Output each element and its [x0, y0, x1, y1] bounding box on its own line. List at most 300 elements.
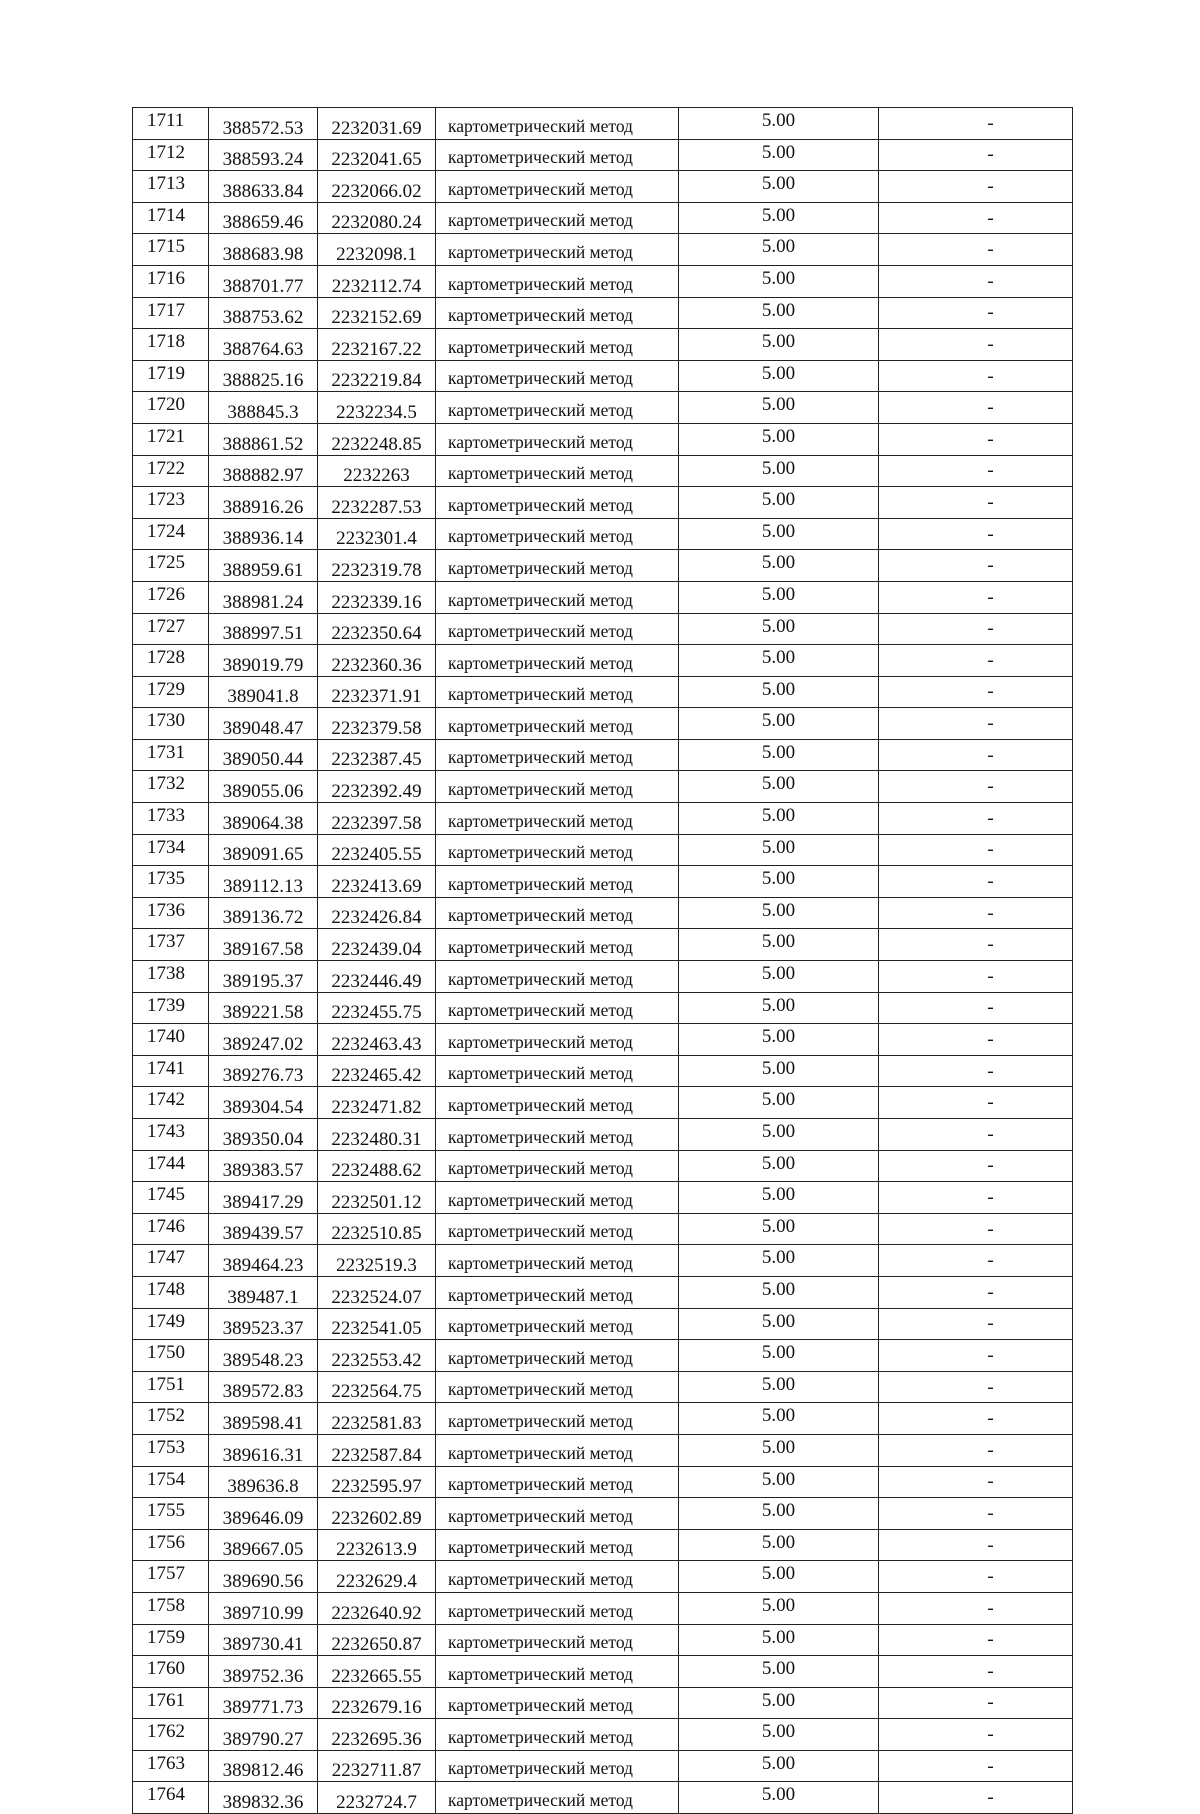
x-coordinate-cell: 388659.46	[209, 202, 318, 234]
y-coordinate-cell: 2232581.83	[318, 1403, 436, 1435]
y-coordinate-cell: 2232301.4	[318, 518, 436, 550]
y-coordinate-cell: 2232112.74	[318, 265, 436, 297]
note-cell: -	[879, 1466, 1073, 1498]
x-coordinate-cell: 388825.16	[209, 360, 318, 392]
point-number-cell: 1734	[133, 834, 209, 866]
accuracy-cell: 5.00	[679, 550, 879, 582]
method-cell: картометрический метод	[436, 708, 679, 740]
note-cell: -	[879, 1182, 1073, 1214]
y-coordinate-cell: 2232587.84	[318, 1434, 436, 1466]
y-coordinate-cell: 2232488.62	[318, 1150, 436, 1182]
note-cell: -	[879, 1592, 1073, 1624]
method-cell: картометрический метод	[436, 803, 679, 835]
y-coordinate-cell: 2232339.16	[318, 581, 436, 613]
point-number-cell: 1753	[133, 1434, 209, 1466]
note-cell: -	[879, 392, 1073, 424]
x-coordinate-cell: 389812.46	[209, 1750, 318, 1782]
method-cell: картометрический метод	[436, 171, 679, 203]
x-coordinate-cell: 389771.73	[209, 1687, 318, 1719]
point-number-cell: 1747	[133, 1245, 209, 1277]
y-coordinate-cell: 2232080.24	[318, 202, 436, 234]
y-coordinate-cell: 2232287.53	[318, 487, 436, 519]
point-number-cell: 1716	[133, 265, 209, 297]
note-cell: -	[879, 1750, 1073, 1782]
method-cell: картометрический метод	[436, 1498, 679, 1530]
method-cell: картометрический метод	[436, 1561, 679, 1593]
x-coordinate-cell: 388845.3	[209, 392, 318, 424]
table-row	[133, 1403, 1073, 1435]
table-row	[133, 550, 1073, 582]
note-cell: -	[879, 234, 1073, 266]
x-coordinate-cell: 389276.73	[209, 1055, 318, 1087]
table-row	[133, 1213, 1073, 1245]
accuracy-cell: 5.00	[679, 171, 879, 203]
method-cell: картометрический метод	[436, 1624, 679, 1656]
y-coordinate-cell: 2232695.36	[318, 1719, 436, 1751]
y-coordinate-cell: 2232602.89	[318, 1498, 436, 1530]
note-cell: -	[879, 676, 1073, 708]
accuracy-cell: 5.00	[679, 1782, 879, 1814]
table-row	[133, 1119, 1073, 1151]
table-row	[133, 581, 1073, 613]
method-cell: картометрический метод	[436, 1308, 679, 1340]
y-coordinate-cell: 2232379.58	[318, 708, 436, 740]
x-coordinate-cell: 389464.23	[209, 1245, 318, 1277]
accuracy-cell: 5.00	[679, 1119, 879, 1151]
accuracy-cell: 5.00	[679, 1213, 879, 1245]
note-cell: -	[879, 139, 1073, 171]
accuracy-cell: 5.00	[679, 297, 879, 329]
point-number-cell: 1727	[133, 613, 209, 645]
method-cell: картометрический метод	[436, 1592, 679, 1624]
x-coordinate-cell: 389690.56	[209, 1561, 318, 1593]
note-cell: -	[879, 1119, 1073, 1151]
accuracy-cell: 5.00	[679, 1024, 879, 1056]
method-cell: картометрический метод	[436, 202, 679, 234]
x-coordinate-cell: 389064.38	[209, 803, 318, 835]
x-coordinate-cell: 389598.41	[209, 1403, 318, 1435]
table-row	[133, 1624, 1073, 1656]
x-coordinate-cell: 389350.04	[209, 1119, 318, 1151]
note-cell: -	[879, 1687, 1073, 1719]
method-cell: картометрический метод	[436, 1750, 679, 1782]
y-coordinate-cell: 2232679.16	[318, 1687, 436, 1719]
table-row	[133, 1182, 1073, 1214]
table-row	[133, 1150, 1073, 1182]
accuracy-cell: 5.00	[679, 1245, 879, 1277]
y-coordinate-cell: 2232397.58	[318, 803, 436, 835]
note-cell: -	[879, 1529, 1073, 1561]
point-number-cell: 1736	[133, 897, 209, 929]
y-coordinate-cell: 2232031.69	[318, 108, 436, 140]
accuracy-cell: 5.00	[679, 834, 879, 866]
x-coordinate-cell: 389646.09	[209, 1498, 318, 1530]
x-coordinate-cell: 389383.57	[209, 1150, 318, 1182]
point-number-cell: 1722	[133, 455, 209, 487]
accuracy-cell: 5.00	[679, 676, 879, 708]
method-cell: картометрический метод	[436, 329, 679, 361]
y-coordinate-cell: 2232640.92	[318, 1592, 436, 1624]
y-coordinate-cell: 2232501.12	[318, 1182, 436, 1214]
table-row	[133, 645, 1073, 677]
accuracy-cell: 5.00	[679, 803, 879, 835]
point-number-cell: 1713	[133, 171, 209, 203]
table-row	[133, 392, 1073, 424]
note-cell: -	[879, 1403, 1073, 1435]
note-cell: -	[879, 1055, 1073, 1087]
accuracy-cell: 5.00	[679, 487, 879, 519]
note-cell: -	[879, 1624, 1073, 1656]
table-row	[133, 297, 1073, 329]
x-coordinate-cell: 389041.8	[209, 676, 318, 708]
x-coordinate-cell: 389055.06	[209, 771, 318, 803]
point-number-cell: 1750	[133, 1340, 209, 1372]
x-coordinate-cell: 389523.37	[209, 1308, 318, 1340]
method-cell: картометрический метод	[436, 1340, 679, 1372]
accuracy-cell: 5.00	[679, 1434, 879, 1466]
table-row	[133, 1434, 1073, 1466]
table-row	[133, 1656, 1073, 1688]
point-number-cell: 1718	[133, 329, 209, 361]
point-number-cell: 1744	[133, 1150, 209, 1182]
y-coordinate-cell: 2232471.82	[318, 1087, 436, 1119]
table-row	[133, 676, 1073, 708]
table-row	[133, 961, 1073, 993]
accuracy-cell: 5.00	[679, 329, 879, 361]
y-coordinate-cell: 2232387.45	[318, 739, 436, 771]
accuracy-cell: 5.00	[679, 645, 879, 677]
y-coordinate-cell: 2232595.97	[318, 1466, 436, 1498]
method-cell: картометрический метод	[436, 1024, 679, 1056]
x-coordinate-cell: 388764.63	[209, 329, 318, 361]
point-number-cell: 1758	[133, 1592, 209, 1624]
table-row	[133, 1719, 1073, 1751]
y-coordinate-cell: 2232446.49	[318, 961, 436, 993]
table-row	[133, 1750, 1073, 1782]
table-row	[133, 1245, 1073, 1277]
method-cell: картометрический метод	[436, 1687, 679, 1719]
point-number-cell: 1714	[133, 202, 209, 234]
accuracy-cell: 5.00	[679, 771, 879, 803]
y-coordinate-cell: 2232392.49	[318, 771, 436, 803]
method-cell: картометрический метод	[436, 897, 679, 929]
point-number-cell: 1715	[133, 234, 209, 266]
note-cell: -	[879, 1434, 1073, 1466]
note-cell: -	[879, 1782, 1073, 1814]
table-row	[133, 1592, 1073, 1624]
x-coordinate-cell: 389221.58	[209, 992, 318, 1024]
method-cell: картометрический метод	[436, 1371, 679, 1403]
x-coordinate-cell: 388882.97	[209, 455, 318, 487]
point-number-cell: 1737	[133, 929, 209, 961]
point-number-cell: 1757	[133, 1561, 209, 1593]
note-cell: -	[879, 897, 1073, 929]
accuracy-cell: 5.00	[679, 992, 879, 1024]
y-coordinate-cell: 2232413.69	[318, 866, 436, 898]
accuracy-cell: 5.00	[679, 961, 879, 993]
y-coordinate-cell: 2232629.4	[318, 1561, 436, 1593]
table-row	[133, 1371, 1073, 1403]
method-cell: картометрический метод	[436, 834, 679, 866]
point-number-cell: 1763	[133, 1750, 209, 1782]
x-coordinate-cell: 388593.24	[209, 139, 318, 171]
method-cell: картометрический метод	[436, 581, 679, 613]
table-row	[133, 1561, 1073, 1593]
y-coordinate-cell: 2232263	[318, 455, 436, 487]
method-cell: картометрический метод	[436, 1213, 679, 1245]
table-row	[133, 1308, 1073, 1340]
y-coordinate-cell: 2232219.84	[318, 360, 436, 392]
y-coordinate-cell: 2232041.65	[318, 139, 436, 171]
table-row	[133, 834, 1073, 866]
note-cell: -	[879, 265, 1073, 297]
x-coordinate-cell: 389167.58	[209, 929, 318, 961]
point-number-cell: 1741	[133, 1055, 209, 1087]
table-row	[133, 929, 1073, 961]
method-cell: картометрический метод	[436, 518, 679, 550]
table-row	[133, 139, 1073, 171]
method-cell: картометрический метод	[436, 739, 679, 771]
y-coordinate-cell: 2232510.85	[318, 1213, 436, 1245]
point-number-cell: 1719	[133, 360, 209, 392]
point-number-cell: 1743	[133, 1119, 209, 1151]
point-number-cell: 1748	[133, 1276, 209, 1308]
note-cell: -	[879, 834, 1073, 866]
y-coordinate-cell: 2232371.91	[318, 676, 436, 708]
point-number-cell: 1740	[133, 1024, 209, 1056]
accuracy-cell: 5.00	[679, 1087, 879, 1119]
note-cell: -	[879, 518, 1073, 550]
point-number-cell: 1756	[133, 1529, 209, 1561]
x-coordinate-cell: 389667.05	[209, 1529, 318, 1561]
point-number-cell: 1724	[133, 518, 209, 550]
accuracy-cell: 5.00	[679, 613, 879, 645]
note-cell: -	[879, 1371, 1073, 1403]
accuracy-cell: 5.00	[679, 202, 879, 234]
accuracy-cell: 5.00	[679, 1719, 879, 1751]
y-coordinate-cell: 2232519.3	[318, 1245, 436, 1277]
y-coordinate-cell: 2232553.42	[318, 1340, 436, 1372]
x-coordinate-cell: 388981.24	[209, 581, 318, 613]
table-row	[133, 1055, 1073, 1087]
accuracy-cell: 5.00	[679, 929, 879, 961]
x-coordinate-cell: 389790.27	[209, 1719, 318, 1751]
table-row	[133, 1498, 1073, 1530]
x-coordinate-cell: 388683.98	[209, 234, 318, 266]
x-coordinate-cell: 389136.72	[209, 897, 318, 929]
accuracy-cell: 5.00	[679, 455, 879, 487]
table-row	[133, 992, 1073, 1024]
table-row	[133, 487, 1073, 519]
point-number-cell: 1759	[133, 1624, 209, 1656]
table-row	[133, 1024, 1073, 1056]
x-coordinate-cell: 388997.51	[209, 613, 318, 645]
accuracy-cell: 5.00	[679, 866, 879, 898]
method-cell: картометрический метод	[436, 297, 679, 329]
note-cell: -	[879, 360, 1073, 392]
note-cell: -	[879, 992, 1073, 1024]
y-coordinate-cell: 2232465.42	[318, 1055, 436, 1087]
accuracy-cell: 5.00	[679, 1182, 879, 1214]
note-cell: -	[879, 739, 1073, 771]
point-number-cell: 1761	[133, 1687, 209, 1719]
note-cell: -	[879, 487, 1073, 519]
method-cell: картометрический метод	[436, 360, 679, 392]
x-coordinate-cell: 388916.26	[209, 487, 318, 519]
x-coordinate-cell: 388701.77	[209, 265, 318, 297]
x-coordinate-cell: 388753.62	[209, 297, 318, 329]
table-row	[133, 739, 1073, 771]
method-cell: картометрический метод	[436, 139, 679, 171]
point-number-cell: 1760	[133, 1656, 209, 1688]
note-cell: -	[879, 803, 1073, 835]
coordinates-table-body	[133, 108, 1073, 1814]
method-cell: картометрический метод	[436, 1245, 679, 1277]
point-number-cell: 1754	[133, 1466, 209, 1498]
point-number-cell: 1764	[133, 1782, 209, 1814]
note-cell: -	[879, 645, 1073, 677]
accuracy-cell: 5.00	[679, 897, 879, 929]
accuracy-cell: 5.00	[679, 1529, 879, 1561]
y-coordinate-cell: 2232711.87	[318, 1750, 436, 1782]
note-cell: -	[879, 297, 1073, 329]
accuracy-cell: 5.00	[679, 1150, 879, 1182]
note-cell: -	[879, 929, 1073, 961]
point-number-cell: 1749	[133, 1308, 209, 1340]
table-row	[133, 171, 1073, 203]
note-cell: -	[879, 961, 1073, 993]
method-cell: картометрический метод	[436, 108, 679, 140]
accuracy-cell: 5.00	[679, 1340, 879, 1372]
method-cell: картометрический метод	[436, 1182, 679, 1214]
table-row	[133, 360, 1073, 392]
method-cell: картометрический метод	[436, 1656, 679, 1688]
x-coordinate-cell: 389112.13	[209, 866, 318, 898]
method-cell: картометрический метод	[436, 1276, 679, 1308]
method-cell: картометрический метод	[436, 961, 679, 993]
accuracy-cell: 5.00	[679, 1498, 879, 1530]
accuracy-cell: 5.00	[679, 739, 879, 771]
point-number-cell: 1728	[133, 645, 209, 677]
y-coordinate-cell: 2232350.64	[318, 613, 436, 645]
table-row	[133, 518, 1073, 550]
point-number-cell: 1752	[133, 1403, 209, 1435]
y-coordinate-cell: 2232319.78	[318, 550, 436, 582]
accuracy-cell: 5.00	[679, 1592, 879, 1624]
accuracy-cell: 5.00	[679, 1624, 879, 1656]
note-cell: -	[879, 866, 1073, 898]
point-number-cell: 1732	[133, 771, 209, 803]
point-number-cell: 1723	[133, 487, 209, 519]
x-coordinate-cell: 389710.99	[209, 1592, 318, 1624]
note-cell: -	[879, 1308, 1073, 1340]
x-coordinate-cell: 389050.44	[209, 739, 318, 771]
method-cell: картометрический метод	[436, 1150, 679, 1182]
table-row	[133, 265, 1073, 297]
x-coordinate-cell: 389487.1	[209, 1276, 318, 1308]
y-coordinate-cell: 2232152.69	[318, 297, 436, 329]
table-row	[133, 1340, 1073, 1372]
x-coordinate-cell: 389019.79	[209, 645, 318, 677]
table-row	[133, 803, 1073, 835]
point-number-cell: 1717	[133, 297, 209, 329]
method-cell: картометрический метод	[436, 550, 679, 582]
point-number-cell: 1712	[133, 139, 209, 171]
x-coordinate-cell: 389572.83	[209, 1371, 318, 1403]
table-row	[133, 423, 1073, 455]
method-cell: картометрический метод	[436, 1087, 679, 1119]
y-coordinate-cell: 2232463.43	[318, 1024, 436, 1056]
point-number-cell: 1726	[133, 581, 209, 613]
table-row	[133, 897, 1073, 929]
note-cell: -	[879, 771, 1073, 803]
x-coordinate-cell: 389195.37	[209, 961, 318, 993]
y-coordinate-cell: 2232405.55	[318, 834, 436, 866]
note-cell: -	[879, 455, 1073, 487]
table-row	[133, 1782, 1073, 1814]
method-cell: картометрический метод	[436, 265, 679, 297]
table-row	[133, 329, 1073, 361]
point-number-cell: 1738	[133, 961, 209, 993]
y-coordinate-cell: 2232524.07	[318, 1276, 436, 1308]
table-row	[133, 1687, 1073, 1719]
method-cell: картометрический метод	[436, 1434, 679, 1466]
x-coordinate-cell: 388861.52	[209, 423, 318, 455]
note-cell: -	[879, 1340, 1073, 1372]
table-row	[133, 771, 1073, 803]
point-number-cell: 1725	[133, 550, 209, 582]
accuracy-cell: 5.00	[679, 1308, 879, 1340]
x-coordinate-cell: 389091.65	[209, 834, 318, 866]
point-number-cell: 1762	[133, 1719, 209, 1751]
note-cell: -	[879, 423, 1073, 455]
accuracy-cell: 5.00	[679, 1403, 879, 1435]
y-coordinate-cell: 2232665.55	[318, 1656, 436, 1688]
note-cell: -	[879, 202, 1073, 234]
x-coordinate-cell: 389752.36	[209, 1656, 318, 1688]
accuracy-cell: 5.00	[679, 265, 879, 297]
table-row	[133, 455, 1073, 487]
table-row	[133, 1466, 1073, 1498]
point-number-cell: 1731	[133, 739, 209, 771]
x-coordinate-cell: 389439.57	[209, 1213, 318, 1245]
x-coordinate-cell: 388959.61	[209, 550, 318, 582]
y-coordinate-cell: 2232455.75	[318, 992, 436, 1024]
note-cell: -	[879, 329, 1073, 361]
note-cell: -	[879, 1213, 1073, 1245]
table-row	[133, 1087, 1073, 1119]
method-cell: картометрический метод	[436, 1719, 679, 1751]
point-number-cell: 1742	[133, 1087, 209, 1119]
method-cell: картометрический метод	[436, 1466, 679, 1498]
method-cell: картометрический метод	[436, 676, 679, 708]
x-coordinate-cell: 389417.29	[209, 1182, 318, 1214]
accuracy-cell: 5.00	[679, 518, 879, 550]
accuracy-cell: 5.00	[679, 1055, 879, 1087]
y-coordinate-cell: 2232541.05	[318, 1308, 436, 1340]
x-coordinate-cell: 389730.41	[209, 1624, 318, 1656]
note-cell: -	[879, 1245, 1073, 1277]
table-row	[133, 1529, 1073, 1561]
point-number-cell: 1730	[133, 708, 209, 740]
y-coordinate-cell: 2232613.9	[318, 1529, 436, 1561]
x-coordinate-cell: 389048.47	[209, 708, 318, 740]
y-coordinate-cell: 2232098.1	[318, 234, 436, 266]
point-number-cell: 1735	[133, 866, 209, 898]
x-coordinate-cell: 389832.36	[209, 1782, 318, 1814]
point-number-cell: 1711	[133, 108, 209, 140]
y-coordinate-cell: 2232480.31	[318, 1119, 436, 1151]
